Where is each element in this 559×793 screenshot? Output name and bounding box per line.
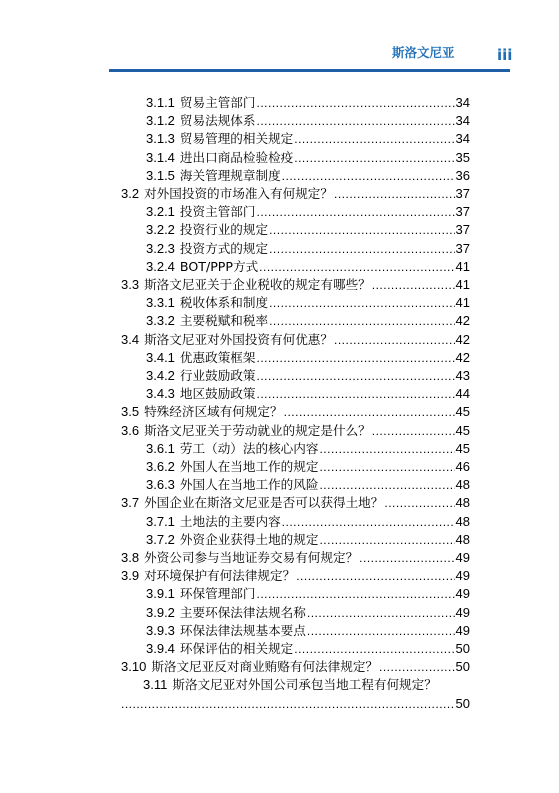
toc-dot-leader	[319, 476, 454, 494]
toc-entry-title: 外国人在当地工作的风险	[179, 477, 319, 493]
toc-dot-leader	[296, 567, 454, 585]
toc-entry-page: 36	[455, 167, 470, 183]
toc-entry-number: 3.4.1	[146, 349, 175, 365]
toc-entry[interactable]	[146, 367, 470, 385]
toc-entry-title: 土地法的主要内容	[179, 513, 281, 529]
toc-entry-page: 42	[455, 331, 470, 347]
toc-entry-title: 优惠政策框架	[179, 349, 256, 365]
toc-entry-number: 3.9.4	[146, 641, 175, 656]
toc-dot-leader	[294, 130, 454, 148]
toc-entry[interactable]	[146, 294, 470, 312]
toc-entry-number: 3.3.1	[146, 295, 175, 311]
toc-entry-number: 3.11	[143, 677, 168, 693]
toc-entry-page: 37	[455, 240, 470, 256]
toc-entry-title: 外资公司参与当地证券交易有何规定？	[144, 550, 359, 565]
toc-entry[interactable]	[146, 385, 470, 403]
toc-entry-number: 3.8	[121, 550, 140, 565]
toc-entry-page: 42	[455, 349, 470, 365]
toc-entry-title: 外资企业获得土地的规定	[179, 531, 319, 547]
toc-entry[interactable]	[146, 622, 470, 640]
toc-dot-leader	[359, 549, 454, 567]
toc-entry-title: 行业鼓励政策	[179, 368, 256, 383]
toc-entry-number: 3.9.2	[146, 604, 175, 620]
toc-entry-number: 3.1.1	[146, 95, 175, 110]
toc-entry-page: 41	[455, 277, 470, 292]
toc-entry-number: 3.7.2	[146, 531, 175, 547]
toc-entry-page: 46	[455, 459, 470, 474]
toc-entry-title: 投资行业的规定	[179, 222, 269, 238]
toc-entry[interactable]	[121, 567, 470, 585]
toc-entry-number: 3.2	[121, 186, 140, 201]
toc-entry[interactable]	[146, 130, 470, 148]
toc-entry-number: 3.2.3	[146, 240, 175, 256]
toc-entry-number: 3.6.3	[146, 477, 175, 493]
toc-entry-number: 3.3.2	[146, 313, 175, 329]
toc-dot-leader	[256, 349, 454, 367]
toc-entry[interactable]	[146, 513, 470, 531]
toc-entry-title: 斯洛文尼亚对外国公司承包当地工程有何规定？	[172, 677, 437, 693]
toc-entry-number: 3.4	[121, 331, 140, 347]
toc-dot-leader	[319, 531, 454, 549]
toc-entry-number: 3.1.4	[146, 149, 175, 165]
toc-dot-leader	[284, 403, 455, 421]
toc-entry-page: 37	[455, 186, 470, 201]
toc-entry-title: 对外国投资的市场准入有何规定？	[144, 186, 333, 201]
toc-entry-number: 3.10	[121, 659, 147, 675]
toc-entry-number: 3.9.3	[146, 622, 175, 638]
toc-entry[interactable]	[146, 167, 470, 185]
toc-entry-page: 49	[455, 568, 470, 584]
toc-entry-number: 3.9.1	[146, 586, 175, 602]
toc-entry-title: 斯洛文尼亚关于企业税收的规定有哪些？	[144, 277, 371, 292]
toc-entry-page: 50	[455, 641, 470, 656]
toc-dot-leader	[269, 240, 454, 258]
toc-entry[interactable]	[146, 312, 470, 330]
toc-entry-number: 3.2.1	[146, 204, 175, 220]
toc-entry[interactable]	[146, 349, 470, 367]
toc-entry-page: 45	[455, 422, 470, 438]
toc-entry-number: 3.4.2	[146, 368, 175, 383]
toc-dot-leader	[256, 585, 454, 603]
toc-entry-number: 3.2.4	[146, 258, 175, 274]
toc-entry-page: 48	[455, 495, 470, 511]
toc-entry-page: 49	[455, 550, 470, 565]
toc-entry[interactable]	[146, 458, 470, 476]
toc-dot-leader	[256, 203, 454, 221]
toc-dot-leader	[384, 494, 454, 512]
toc-dot-leader	[121, 695, 455, 713]
toc-entry-page: 34	[455, 131, 470, 147]
toc-entry-title: 环保法律法规基本要点	[179, 622, 306, 638]
toc-dot-leader	[379, 658, 455, 676]
toc-dot-leader	[294, 640, 454, 658]
toc-dot-leader	[282, 167, 455, 185]
toc-entry-number: 3.1.2	[146, 113, 175, 129]
toc-entry-title: 税收体系和制度	[179, 295, 269, 311]
toc-entry[interactable]	[143, 676, 473, 694]
toc-entry[interactable]	[121, 276, 470, 294]
toc-entry[interactable]	[146, 476, 470, 494]
toc-entry-title: 贸易法规体系	[179, 113, 256, 129]
toc-entry-page: 49	[455, 586, 470, 602]
toc-entry-title: 环保评估的相关规定	[179, 641, 294, 656]
toc-dot-leader	[256, 385, 454, 403]
toc-entry-number: 3.5	[121, 404, 140, 420]
toc-dot-leader	[282, 513, 455, 531]
toc-entry-title: 海关管理规章制度	[179, 167, 281, 183]
toc-entry[interactable]	[121, 549, 470, 567]
toc-entry-page: 50	[455, 695, 470, 711]
toc-dot-leader	[256, 112, 454, 130]
toc-entry-title: 地区鼓励政策	[179, 386, 256, 402]
toc-entry-title: 斯洛文尼亚关于劳动就业的规定是什么？	[144, 422, 371, 438]
toc-dot-leader	[334, 331, 455, 349]
toc-dot-leader	[259, 258, 454, 276]
toc-entry[interactable]	[146, 531, 470, 549]
toc-entry-title: 贸易管理的相关规定	[179, 131, 294, 147]
toc-dot-leader	[334, 185, 455, 203]
toc-entry-title: 斯洛文尼亚反对商业贿赂有何法律规定？	[151, 659, 378, 675]
toc-entry[interactable]	[146, 94, 470, 112]
toc-entry-page: 48	[455, 513, 470, 529]
toc-entry[interactable]	[146, 240, 470, 258]
toc-dot-leader	[319, 440, 454, 458]
toc-dot-leader	[256, 367, 454, 385]
toc-entry[interactable]	[121, 403, 470, 421]
toc-entry-page: 43	[455, 368, 470, 383]
toc-entry[interactable]	[146, 258, 470, 276]
toc-entry-page: 48	[455, 531, 470, 547]
toc-entry-continuation[interactable]	[121, 695, 470, 713]
toc-entry-number: 3.6.2	[146, 459, 175, 474]
toc-entry-title: 特殊经济区域有何规定？	[144, 404, 283, 420]
toc-entry-title: 投资方式的规定	[179, 240, 269, 256]
toc-dot-leader	[269, 294, 454, 312]
toc-entry-page: 45	[455, 440, 470, 456]
toc-entry[interactable]	[146, 203, 470, 221]
toc-dot-leader	[319, 458, 454, 476]
toc-entry-number: 3.6	[121, 422, 140, 438]
toc-entry-title: 斯洛文尼亚对外国投资有何优惠？	[144, 331, 333, 347]
toc-entry-page: 48	[455, 477, 470, 493]
toc-entry-title: 对环境保护有何法律规定？	[144, 568, 296, 584]
toc-entry-title: 主要税赋和税率	[179, 313, 269, 329]
toc-entry[interactable]	[146, 585, 470, 603]
toc-entry[interactable]	[146, 440, 470, 458]
toc-entry-title: 环保管理部门	[179, 586, 256, 602]
toc-entry-title: 进出口商品检验检疫	[179, 149, 294, 165]
toc-entry-page: 42	[455, 313, 470, 329]
toc-entry-number: 3.9	[121, 568, 140, 584]
toc-entry-title: 投资主管部门	[179, 204, 256, 220]
toc-entry-page: 35	[455, 149, 470, 165]
toc-entry-page: 50	[455, 659, 470, 675]
toc-dot-leader	[372, 422, 455, 440]
toc-entry-number: 3.7.1	[146, 513, 175, 529]
toc-entry-number: 3.1.5	[146, 167, 175, 183]
toc-entry[interactable]	[121, 422, 470, 440]
toc-entry-title: 劳工（动）法的核心内容	[179, 440, 319, 456]
toc-entry[interactable]	[121, 494, 470, 512]
toc-entry-number: 3.6.1	[146, 440, 175, 456]
header-rule	[109, 69, 510, 72]
toc-entry-page: 49	[455, 622, 470, 638]
toc-entry-number: 3.7	[121, 495, 140, 511]
toc-entry[interactable]	[121, 331, 470, 349]
toc-entry[interactable]	[146, 149, 470, 167]
toc-dot-leader	[269, 221, 454, 239]
toc-dot-leader	[256, 94, 454, 112]
toc-entry-title: 外国企业在斯洛文尼亚是否可以获得土地？	[144, 495, 384, 511]
toc-entry-number: 3.4.3	[146, 386, 175, 402]
header-page-number: iii	[497, 46, 513, 64]
toc-entry[interactable]	[146, 112, 470, 130]
header-title: 斯洛文尼亚	[392, 45, 455, 60]
toc-entry-title: 贸易主管部门	[179, 95, 256, 110]
toc-entry-number: 3.2.2	[146, 222, 175, 238]
toc-entry-page: 44	[455, 386, 470, 402]
toc-entry-page: 37	[455, 204, 470, 220]
toc-dot-leader	[307, 604, 455, 622]
toc-entry[interactable]	[146, 640, 470, 658]
toc-dot-leader	[307, 622, 455, 640]
toc-entry-page: 34	[455, 95, 470, 110]
toc-entry[interactable]	[146, 221, 470, 239]
toc-entry-page: 41	[455, 258, 470, 274]
toc-entry-number: 3.3	[121, 277, 140, 292]
toc-dot-leader	[269, 312, 454, 330]
toc-entry-page: 45	[455, 404, 470, 420]
toc-entry-page: 37	[455, 222, 470, 238]
toc-entry[interactable]	[146, 604, 470, 622]
toc-entry-title: BOT/PPP方式	[179, 258, 259, 274]
toc-dot-leader	[372, 276, 455, 294]
toc-entry[interactable]	[121, 185, 470, 203]
toc-entry-page: 49	[455, 604, 470, 620]
toc-entry-number: 3.1.3	[146, 131, 175, 147]
toc-entry-title: 外国人在当地工作的规定	[179, 459, 319, 474]
toc-entry-title: 主要环保法律法规名称	[179, 604, 306, 620]
toc-dot-leader	[294, 149, 454, 167]
toc-entry-page: 41	[455, 295, 470, 311]
toc-entry[interactable]	[121, 658, 470, 676]
toc-entry-page: 34	[455, 113, 470, 129]
